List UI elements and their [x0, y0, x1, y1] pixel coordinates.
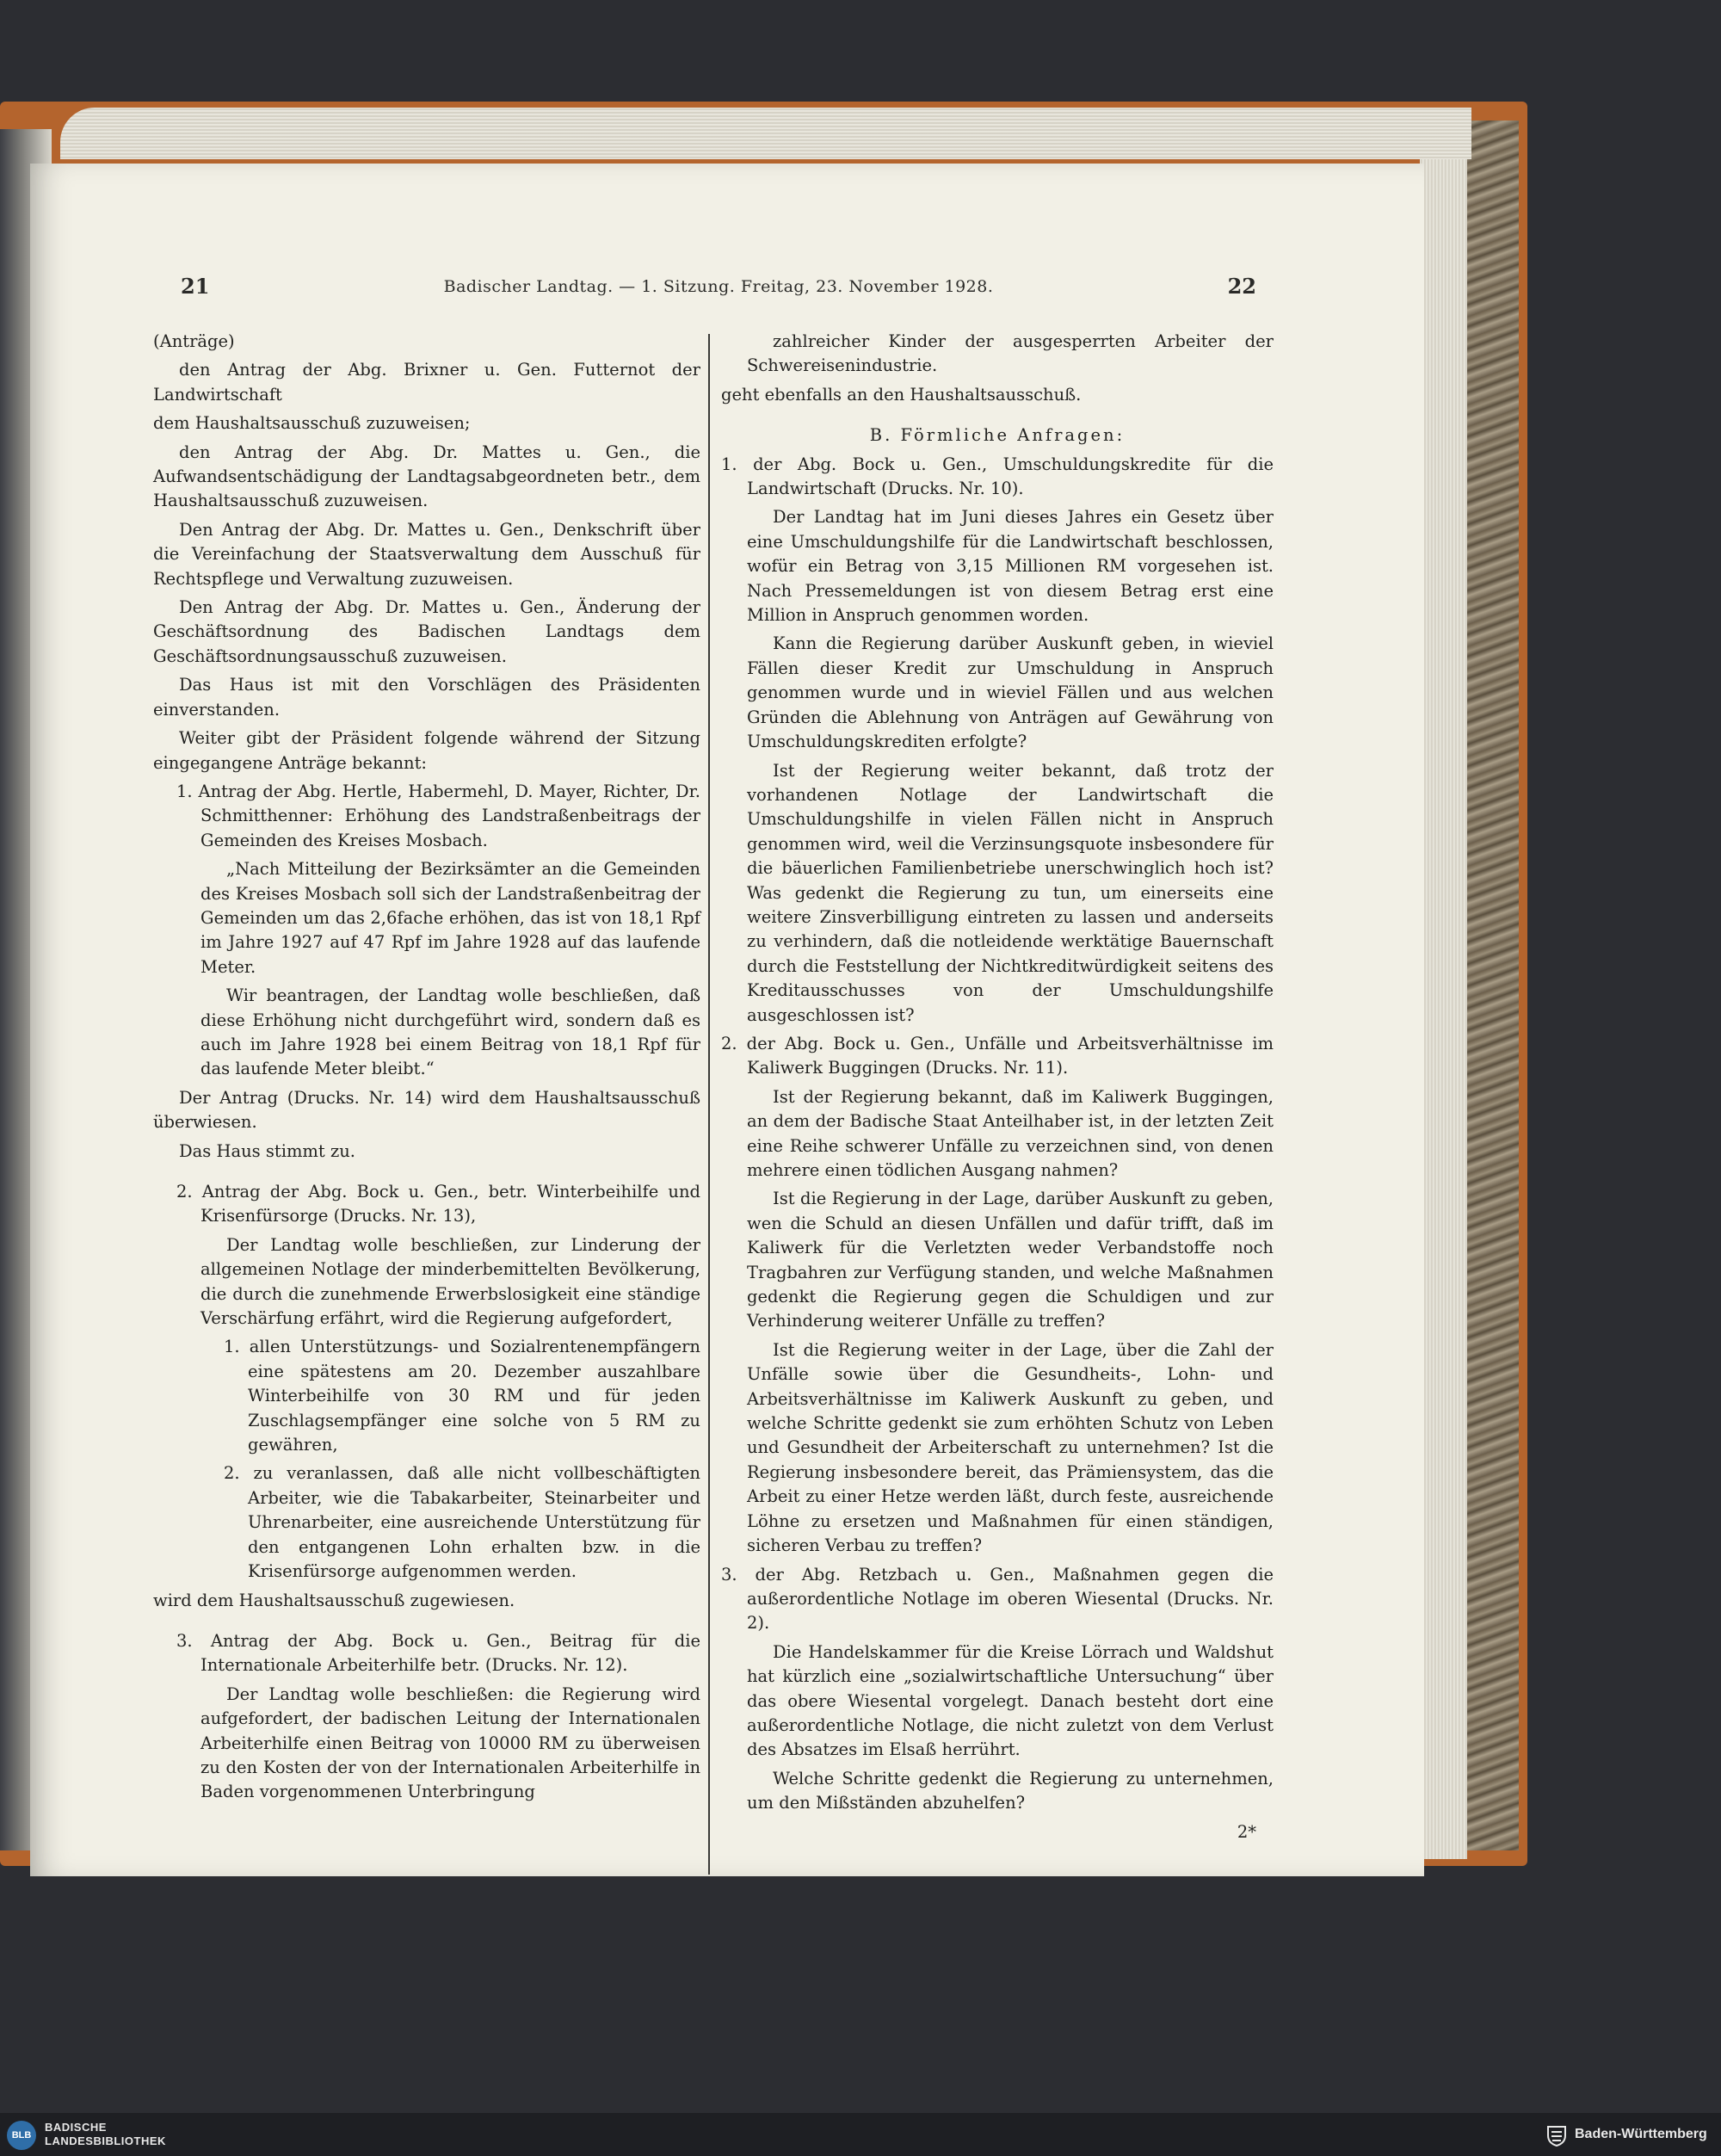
sub-item: 2. zu veranlassen, daß alle nicht vollbeschäftigten Arbeiter, wie die Tabakarbeiter, Steinarbeiter und Uhrenarbeiter, eine ausreichende Unterstützung für den entgangenen Lohn erhalten bzw. in die Krisenfürsorge aufgenommen werden. — [224, 1463, 700, 1582]
motion-text — [153, 1683, 700, 1805]
paragraph: geht ebenfalls an den Haushaltsausschuß. — [721, 384, 1082, 405]
spacer — [153, 1617, 700, 1629]
paragraph: Kann die Regierung darüber Auskunft geben, in wieviel Fällen dieser Kredit zur Umschuldung in Anspruch genommen wurde und in wieviel Fällen und aus welchen Gründen die Ablehnung von Anträgen auf Gewährung von Umschuldungskrediten erfolgte? — [747, 633, 1274, 752]
paragraph: Wir beantragen, der Landtag wolle beschließen, daß diese Erhöhung nicht durchgeführt wird, sondern daß es auch im Jahre 1928 bei einem Beitrag von 18,1 Rpf für das laufende Meter bleibt.“ — [200, 985, 700, 1079]
paragraph: Ist der Regierung bekannt, daß im Kaliwerk Buggingen, an dem der Badische Staat Anteilhaber ist, in der letzten Zeit eine Reihe schwerer Unfälle zu verzeichnen sind, von denen mehrere einen tödlichen Ausgang nahmen? — [747, 1086, 1274, 1180]
paragraph: Der Antrag (Drucks. Nr. 14) wird dem Haushaltsausschuß überwiesen. — [153, 1087, 700, 1133]
continued-motion — [721, 330, 1274, 379]
library-name-line2: LANDESBIBLIOTHEK — [45, 2134, 166, 2147]
section-heading: B. Förmliche Anfragen: — [869, 425, 1126, 446]
motion-text — [153, 1233, 700, 1331]
inquiry-text — [721, 1085, 1274, 1559]
paragraph: Die Handelskammer für die Kreise Lörrach und Waldshut hat kürzlich eine „sozialwirtschaftliche Untersuchung“ über das obere Wiesental vorgelegt. Danach besteht dort eine außerordentliche Notlage, die nicht zuletzt von dem Verlust des Absatzes im Elsaß herrührt. — [747, 1641, 1274, 1760]
paragraph: Der Landtag wolle beschließen: die Regierung wird aufgefordert, der badischen Leitung der Internationalen Arbeiterhilfe einen Beitrag von 10000 RM zu überweisen zu den Kosten der von der Internationalen Arbeiterhilfe in Baden vorgenommenen Unterbringung — [200, 1683, 700, 1802]
motion-item: 1. Antrag der Abg. Hertle, Habermehl, D. Mayer, Richter, Dr. Schmitthenner: Erhöhung des Landstraßenbeitrags der Gemeinden des Kreises Mosbach. — [176, 781, 700, 850]
paragraph: Welche Schritte gedenkt die Regierung zu unternehmen, um den Mißständen abzuhelfen? — [747, 1768, 1274, 1813]
inquiry-text — [721, 1640, 1274, 1816]
motion-item: 3. Antrag der Abg. Bock u. Gen., Beitrag für die Internationale Arbeiterhilfe betr. (Drucks. Nr. 12). — [176, 1630, 700, 1676]
right-column — [721, 330, 1274, 1849]
inquiry-item: 3. der Abg. Retzbach u. Gen., Maßnahmen gegen die außerordentliche Notlage im oberen Wiesental (Drucks. Nr. 2). — [721, 1564, 1274, 1634]
paragraph: Weiter gibt der Präsident folgende während der Sitzung eingegangene Anträge bekannt: — [153, 728, 700, 773]
paragraph: „Nach Mitteilung der Bezirksämter an die Gemeinden des Kreises Mosbach soll sich der Landstraßenbeitrag der Gemeinden um das 2,6fache erhöhen, das ist von 18,1 Rpf im Jahre 1927 auf 47 Rpf im Jahre 1928 auf das laufende Meter. — [200, 859, 700, 977]
page-number-left: 21 — [181, 274, 210, 299]
paragraph: wird dem Haushaltsausschuß zugewiesen. — [153, 1590, 515, 1610]
paragraph: Ist der Regierung weiter bekannt, daß trotz der vorhandenen Notlage der Landwirtschaft die Umschuldungshilfe in vielen Fällen nicht in Anspruch genommen wird, weil die Verzinsungsquote insbesondere für die bäuerlichen Familienbetriebe unerschwinglich hoch ist? Was gedenkt die Regierung zu tun, um einerseits eine weitere Zinsverbilligung eintreten zu lassen und anderseits zu verhindern, daß die notleidende werktätige Bauernschaft durch die Feststellung der Nichtkreditwürdigkeit seitens des Kreditausschusses von der Umschuldungshilfe ausgeschlossen ist? — [747, 760, 1274, 1025]
paragraph: Ist die Regierung in der Lage, darüber Auskunft zu geben, wen die Schuld an diesen Unfällen und dafür trifft, daß im Kaliwerk für die Verletzten weder Verbandstoffe noch Tragbahren zur Verfügung standen, und welche Maßnahmen gedenkt die Regierung gegen die Schuldigen und zur Verhinderung weiterer Unfälle zu treffen? — [747, 1189, 1274, 1331]
column-divider — [708, 334, 710, 1875]
motion-item: 2. Antrag der Abg. Bock u. Gen., betr. Winterbeihilfe und Krisenfürsorge (Drucks. Nr. 13), — [176, 1182, 700, 1226]
page-number-right: 22 — [1227, 274, 1256, 299]
spacer — [721, 411, 1274, 423]
paragraph: den Antrag der Abg. Brixner u. Gen. Futternot der Landwirtschaft — [153, 360, 700, 405]
state-name[interactable]: Baden-Württemberg — [1575, 2127, 1707, 2141]
paragraph: Den Antrag der Abg. Dr. Mattes u. Gen., Denkschrift über die Vereinfachung der Staatsverwaltung dem Ausschuß für Rechtspflege und Verwaltung zuzuweisen. — [153, 519, 700, 589]
inquiry-text — [721, 505, 1274, 1028]
paragraph: den Antrag der Abg. Dr. Mattes u. Gen., die Aufwandsentschädigung der Landtagsabgeordneten betr., dem Haushaltsausschuß zuzuweisen. — [153, 442, 700, 511]
inquiry-item: 1. der Abg. Bock u. Gen., Umschuldungskredite für die Landwirtschaft (Drucks. Nr. 10). — [721, 454, 1274, 499]
viewer-footer — [0, 2113, 1721, 2156]
sub-item: 1. allen Unterstützungs- und Sozialrentenempfängern eine spätestens am 20. Dezember auszahlbare Winterbeihilfe von 30 RM und für jeden Zuschlagsempfänger eine solche von 5 RM zu gewähren, — [224, 1337, 700, 1455]
paragraph: Ist die Regierung weiter in der Lage, über die Zahl der Unfälle sowie über die Gesundheits-, Lohn- und Arbeitsverhältnisse im Kaliwerk Auskunft zu geben, und welche Schritte gedenkt sie zum erhöhten Schutz von Leben und Gesundheit der Arbeiterschaft zu unternehmen? Ist die Regierung insbesondere bereit, das Prämiensystem, das die Arbeit zu einer Hetze werden läßt, durch feste, ausreichende Löhne zu ersetzen und Maßnahmen für einen ständigen, sicheren Verbau zu treffen? — [747, 1339, 1274, 1556]
marbled-edge — [1463, 120, 1519, 1850]
header-title: Badischer Landtag. — 1. Sitzung. Freitag, 23. November 1928. — [443, 277, 994, 296]
paragraph: dem Haushaltsausschuß zuzuweisen; — [153, 413, 471, 434]
signature-mark: 2* — [1237, 1821, 1256, 1842]
paragraph: Den Antrag der Abg. Dr. Mattes u. Gen., Änderung der Geschäftsordnung des Badischen Landtags dem Geschäftsordnungsausschuß zuzuweisen. — [153, 597, 700, 666]
section-label: (Anträge) — [153, 331, 235, 351]
coat-of-arms-icon — [1545, 2123, 1569, 2147]
paragraph: Der Landtag wolle beschließen, zur Linderung der allgemeinen Notlage der minderbemittelten Bevölkerung, die durch die zunehmende Erwerbslosigkeit eine ständige Verschärfung erfährt, wird die Regierung aufgefordert, — [200, 1234, 700, 1329]
paragraph: Das Haus stimmt zu. — [179, 1140, 355, 1161]
paragraph: Das Haus ist mit den Vorschlägen des Präsidenten einverstanden. — [153, 675, 700, 720]
page-edges-right — [1420, 120, 1467, 1859]
paragraph: Der Landtag hat im Juni dieses Jahres ein Gesetz über eine Umschuldungshilfe für die Landwirtschaft beschlossen, wofür ein Betrag von 3,15 Millionen RM vorgesehen ist. Nach Pressemeldungen ist von diesem Betrag erst eine Million in Anspruch genommen worden. — [747, 507, 1274, 626]
left-column — [153, 330, 700, 1809]
paragraph: zahlreicher Kinder der ausgesperrten Arbeiter der Schwereisenindustrie. — [747, 331, 1274, 376]
blb-logo-icon[interactable]: BLB — [7, 2121, 36, 2150]
motion-quote — [153, 857, 700, 1082]
page-edges-top — [60, 108, 1471, 159]
library-name[interactable] — [45, 2121, 166, 2148]
running-header — [181, 274, 1256, 308]
spacer — [153, 1168, 700, 1180]
inquiry-item: 2. der Abg. Bock u. Gen., Unfälle und Arbeitsverhältnisse im Kaliwerk Buggingen (Drucks. Nr. 11). — [721, 1033, 1274, 1078]
library-name-line1: BADISCHE — [45, 2121, 107, 2134]
